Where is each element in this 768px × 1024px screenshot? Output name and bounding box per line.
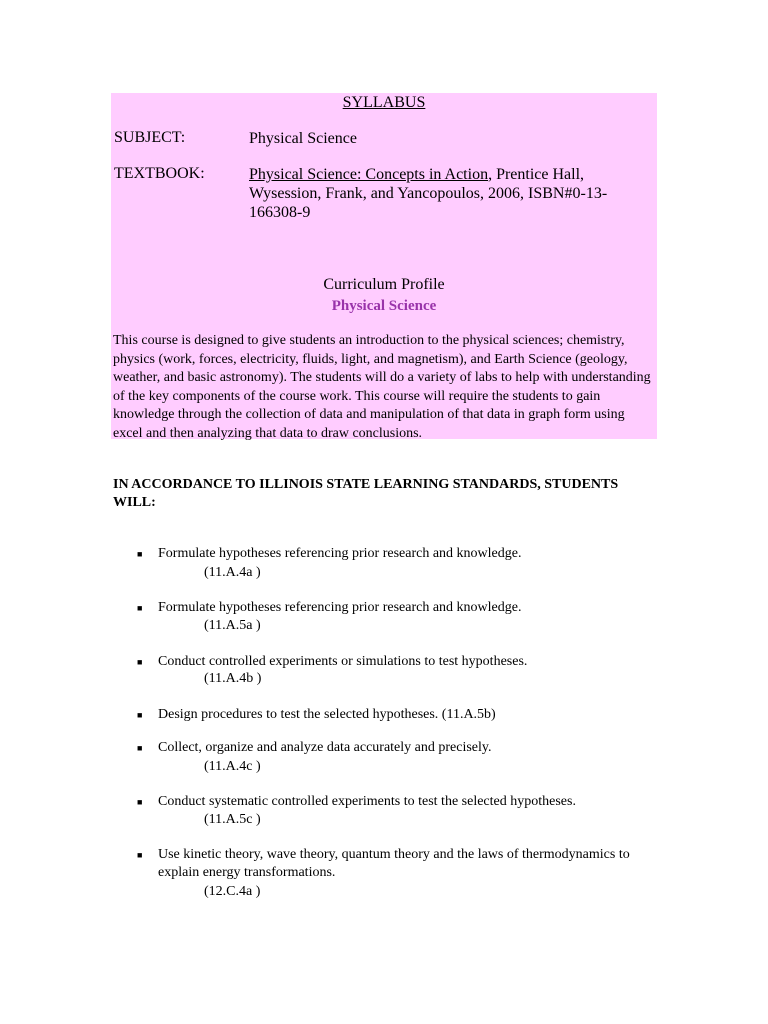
subject-label: SUBJECT: <box>114 129 186 146</box>
curriculum-profile-subheading: Physical Science <box>331 298 437 314</box>
standard-text: Formulate hypotheses referencing prior research and knowledge. <box>158 600 522 615</box>
standard-text: Use kinetic theory, wave theory, quantum theory and the laws of thermodynamics to explain energy transformations. <box>158 847 630 880</box>
standard-code: (11.A.5c ) <box>204 812 261 827</box>
standard-code: (11.A.5a ) <box>204 618 261 633</box>
textbook-value <box>249 165 649 222</box>
bullet-icon: ■ <box>137 549 143 559</box>
standard-code: (12.C.4a ) <box>204 884 261 899</box>
standard-text: Collect, organize and analyze data accurately and precisely. <box>158 740 492 755</box>
standard-text: Design procedures to test the selected hypotheses. (11.A.5b) <box>158 707 496 722</box>
syllabus-header-box <box>111 93 657 439</box>
bullet-icon: ■ <box>137 850 143 860</box>
syllabus-title: SYLLABUS <box>342 94 426 111</box>
curriculum-profile-heading: Curriculum Profile <box>323 276 445 293</box>
bullet-icon: ■ <box>137 657 143 667</box>
bullet-icon: ■ <box>137 710 143 720</box>
subject-value: Physical Science <box>249 130 357 147</box>
textbook-label: TEXTBOOK: <box>114 165 205 182</box>
standard-text: Conduct systematic controlled experiments to test the selected hypotheses. <box>158 794 576 809</box>
textbook-details: , Prentice Hall, Wysession, Frank, and Yancopoulos, 2006, ISBN#0-13-166308-9 <box>249 166 608 221</box>
standard-code: (11.A.4c ) <box>204 759 261 774</box>
textbook-title: Physical Science: Concepts in Action <box>249 166 489 183</box>
standard-code: (11.A.4a ) <box>204 565 261 580</box>
standard-text: Conduct controlled experiments or simulations to test hypotheses. <box>158 654 528 669</box>
course-description: This course is designed to give students an introduction to the physical sciences; chemistry, physics (work, forces, electricity, fluids, light, and magnetism), and Earth Science (geology, weather, and basic astronomy). The students will do a variety of labs to help with understanding of the key components of the course work. This course will require the students to gain knowledge through the collection of data and manipulation of that data in graph form using excel and then analyzing that data to draw conclusions. <box>113 333 651 441</box>
bullet-icon: ■ <box>137 743 143 753</box>
standards-heading: IN ACCORDANCE TO ILLINOIS STATE LEARNING STANDARDS, STUDENTS WILL: <box>113 477 619 510</box>
standard-text: Formulate hypotheses referencing prior research and knowledge. <box>158 546 522 561</box>
bullet-icon: ■ <box>137 603 143 613</box>
standard-code: (11.A.4b ) <box>204 671 262 686</box>
bullet-icon: ■ <box>137 797 143 807</box>
